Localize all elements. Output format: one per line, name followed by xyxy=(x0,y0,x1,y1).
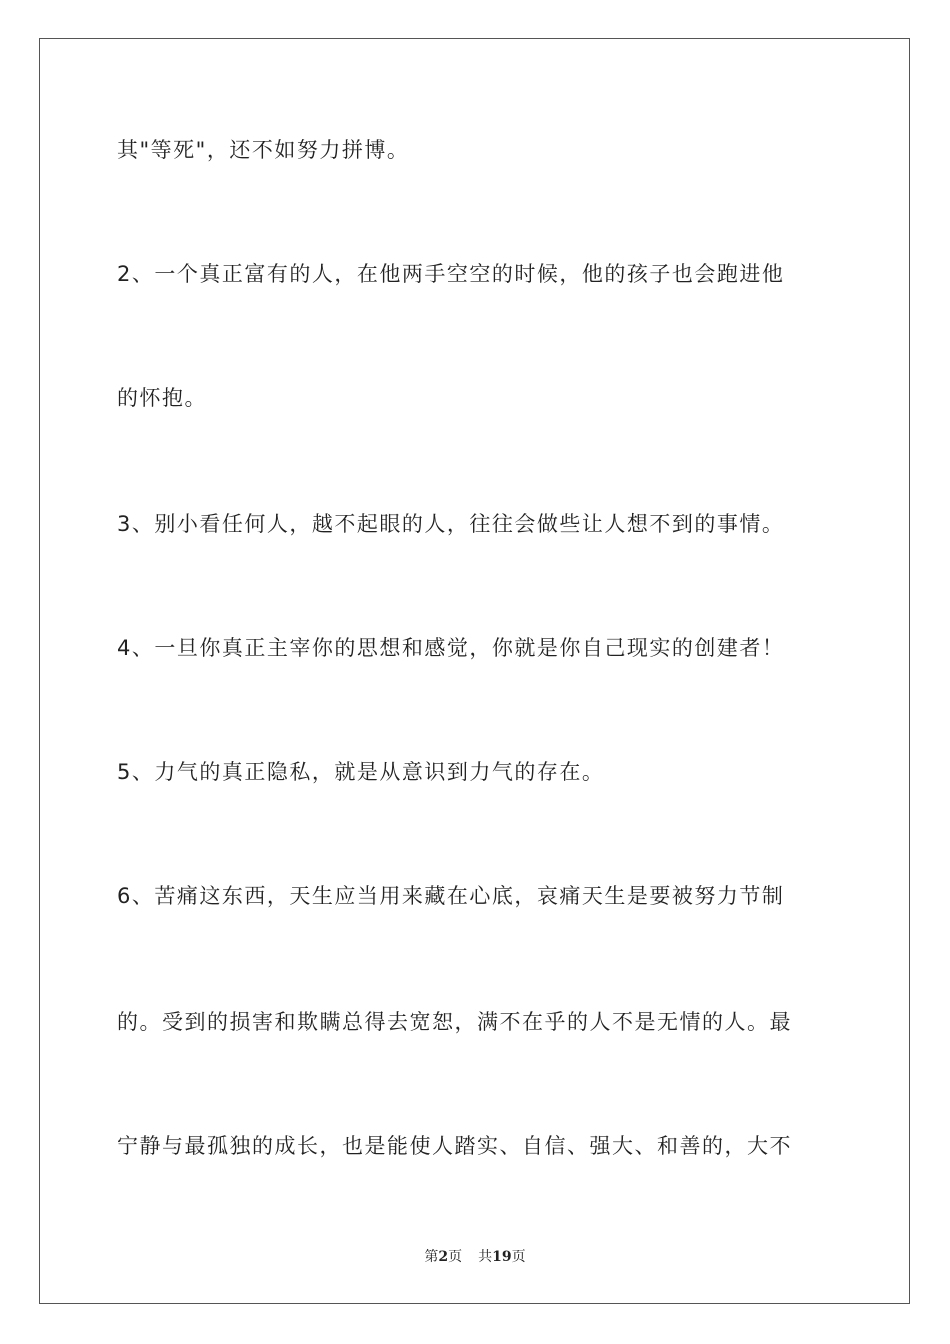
text-line-7: 6、苦痛这东西，天生应当用来藏在心底，哀痛天生是要被努力节制 xyxy=(117,884,785,908)
text-line-2: 2、一个真正富有的人，在他两手空空的时候，他的孩子也会跑进他 xyxy=(117,262,785,286)
text-line-4: 3、别小看任何人，越不起眼的人，往往会做些让人想不到的事情。 xyxy=(117,512,785,536)
page-prefix: 第 xyxy=(424,1249,439,1265)
text-line-8: 的。受到的损害和欺瞒总得去宽恕，满不在乎的人不是无情的人。最 xyxy=(117,1010,792,1034)
page-footer xyxy=(0,1248,950,1266)
text-line-1: 其"等死"，还不如努力拼博。 xyxy=(117,138,410,162)
text-line-5: 4、一旦你真正主宰你的思想和感觉，你就是你自己现实的创建者！ xyxy=(117,636,785,660)
total-prefix: 共 xyxy=(478,1249,493,1265)
total-suffix: 页 xyxy=(511,1249,526,1265)
page-border xyxy=(39,38,910,1304)
page-number: 2 xyxy=(438,1249,449,1265)
text-line-6: 5、力气的真正隐私，就是从意识到力气的存在。 xyxy=(117,760,605,784)
total-pages: 19 xyxy=(492,1249,512,1265)
text-line-9: 宁静与最孤独的成长，也是能使人踏实、自信、强大、和善的，大不 xyxy=(117,1134,792,1158)
text-line-3: 的怀抱。 xyxy=(117,386,207,410)
page-suffix: 页 xyxy=(448,1249,463,1265)
